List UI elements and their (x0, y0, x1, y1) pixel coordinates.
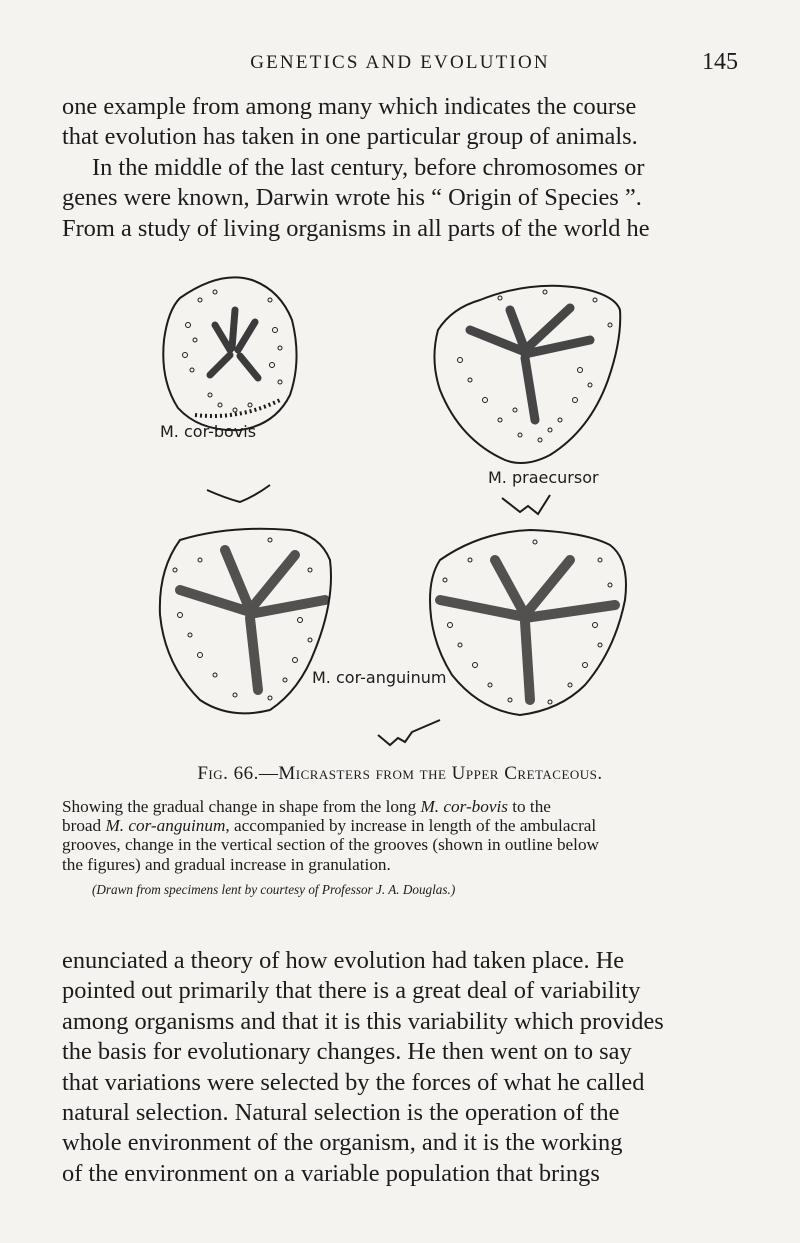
species-name: M. cor-anguinum (105, 816, 226, 836)
text-line: of the environment on a variable population that brings (62, 1159, 600, 1187)
figure-caption-title: Fig. 66.—Micrasters from the Upper Cretaceous. (197, 763, 603, 784)
caption-line (62, 816, 738, 835)
page-number: 145 (702, 49, 738, 75)
text-line: natural selection. Natural selection is the operation of the (62, 1099, 620, 1127)
caption-text: Showing the gradual change in shape from the long (62, 797, 421, 816)
praecursor-section-outline (502, 495, 550, 514)
cor-anguinum-section-outline (378, 720, 440, 745)
praecursor-specimen (434, 286, 620, 463)
text-line: From a study of living organisms in all parts of the world he (62, 214, 650, 242)
micraster-figure (140, 270, 660, 770)
caption-text: broad (62, 816, 106, 836)
figure-credit: (Drawn from specimens lent by courtesy of Professor J. A. Douglas.) (92, 882, 456, 897)
cor-bovis-specimen (163, 277, 296, 430)
text-line: that variations were selected by the forces of what he called (62, 1068, 645, 1096)
text-line: genes were known, Darwin wrote his “ Origin of Species ”. (62, 184, 642, 212)
cor-anguinum-specimen (430, 530, 626, 715)
caption-line (62, 797, 738, 816)
text-line: the basis for evolutionary changes. He then went on to say (62, 1038, 632, 1066)
label-cor-anguinum: M. cor-anguinum (312, 668, 447, 687)
caption-text: grooves, change in the vertical section of the grooves (shown in outline below (62, 835, 599, 855)
figure-caption (62, 797, 738, 874)
text-line: whole environment of the organism, and it is the working (62, 1129, 623, 1157)
paragraph-top (62, 92, 738, 244)
caption-text: to the (507, 797, 551, 816)
label-cor-bovis: M. cor-bovis (160, 422, 257, 441)
text-line: enunciated a theory of how evolution had taken place. He (62, 947, 625, 974)
text-line: In the middle of the last century, before chromosomes or (92, 153, 645, 181)
paragraph-bottom (62, 946, 738, 1189)
text-line: pointed out primarily that there is a great deal of variability (62, 977, 641, 1005)
cor-bovis-section-outline (207, 485, 270, 502)
text-line: one example from among many which indicates the course (62, 93, 637, 120)
caption-text: , accompanied by increase in length of the ambulacral (225, 816, 597, 836)
text-line: among organisms and that it is this variability which provides (62, 1007, 664, 1035)
text-line: that evolution has taken in one particular group of animals. (62, 123, 638, 151)
caption-line (62, 855, 738, 874)
intermediate-specimen (160, 529, 331, 714)
species-name: M. cor-bovis (420, 797, 508, 816)
running-head: GENETICS AND EVOLUTION (250, 52, 550, 73)
caption-text: the figures) and gradual increase in granulation. (62, 854, 391, 874)
page-header (62, 49, 738, 82)
label-praecursor: M. praecursor (488, 468, 599, 487)
micraster-drawings (140, 270, 660, 770)
caption-line (62, 835, 738, 854)
